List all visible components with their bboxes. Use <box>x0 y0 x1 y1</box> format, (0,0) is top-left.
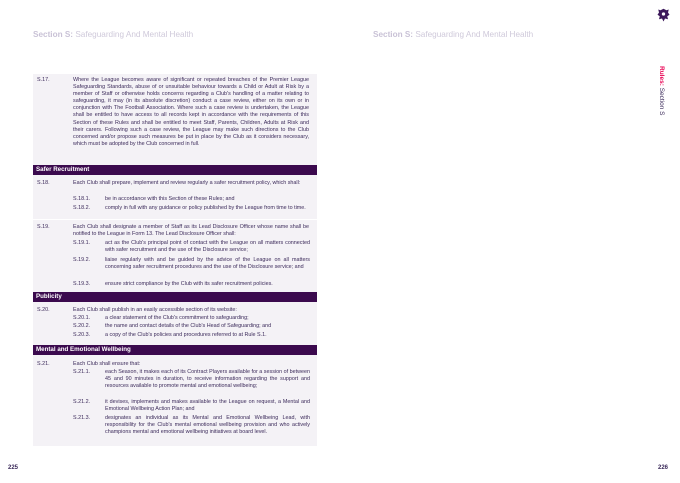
right-header-prefix: Section S: <box>373 30 414 39</box>
subrule-text: a clear statement of the Club's commitment to safeguarding; <box>105 315 249 321</box>
subrule-text: the name and contact details of the Club's Head of Safeguarding; and <box>105 323 272 329</box>
subrule-text: each Season, it makes each of its Contract Players available for a session of between 45 and 90 minutes in duration, to receive information regarding the support and resources available to promote mental and emotional wellbeing; <box>105 369 310 390</box>
subrule-number: S.20.3. <box>73 332 91 338</box>
rule-number: S.20. <box>37 307 50 313</box>
left-page-header <box>33 30 193 39</box>
left-header-prefix: Section S: <box>33 30 74 39</box>
subrule-text: act as the Club's principal point of contact with the League on all matters connected with safer recruitment and the use of the Disclosure service; <box>105 240 310 254</box>
side-tab-bold: Rules: <box>658 66 665 86</box>
rule-text: Each Club shall prepare, implement and review regularly a safer recruitment policy, which shall: <box>73 180 301 186</box>
premier-league-lion-icon <box>656 8 671 23</box>
subrule-number: S.18.1. <box>73 196 91 202</box>
subrule-number: S.20.1. <box>73 315 91 321</box>
subrule-number: S.18.2. <box>73 205 91 211</box>
page-number-left: 225 <box>8 465 19 471</box>
side-tab-rest: Section S <box>658 87 665 116</box>
rule-text: Where the League becomes aware of significant or repeated breaches of the Premier League Safeguarding Standards, abuse of or unsuitable behaviour towards a Child or Adult at Risk by a member of Staff or otherwise holds concerns regarding a Club's handling of a matter relating to safeguarding, it may (in its absolute discretion) conduct a case review, either on its own or in conjunction with The Football Association. Where such a case review is undertaken, the League shall be entitled to have access to all records kept in accordance with the requirements of this Section of these Rules and shall be entitled to meet Staff, Parents, Children, Adults at Risk and their carers. Following such a case review, the League may make such directions to the Club concerned and/or propose such measures be put in place by the Club as it considers necessary, which must be adopted by the Club concerned in full. <box>73 77 309 147</box>
page-number-right: 226 <box>658 465 669 471</box>
subrule-text: a copy of the Club's policies and procedures referred to at Rule S.1. <box>105 332 267 338</box>
subrule-number: S.19.2. <box>73 257 91 263</box>
right-page-header <box>373 30 533 39</box>
subrule-number: S.20.2. <box>73 323 91 329</box>
section-heading-publicity: Publicity <box>33 292 317 302</box>
subrule-text: be in accordance with this Section of these Rules; and <box>105 196 235 202</box>
subrule-number: S.21.1. <box>73 369 91 375</box>
rule-text: Each Club shall publish in an easily accessible section of its website: <box>73 307 237 313</box>
rule-number: S.19. <box>37 224 50 230</box>
subrule-text: liaise regularly with and be guided by the advice of the League on all matters concerning safer recruitment procedures and the use of the Disclosure service; and <box>105 257 310 271</box>
subrule-number: S.19.3. <box>73 281 91 287</box>
rules-panel <box>33 74 317 446</box>
subrule-text: ensure strict compliance by the Club with its safer recruitment policies. <box>105 281 273 287</box>
subrule-text: comply in full with any guidance or policy published by the League from time to time. <box>105 205 306 211</box>
divider <box>33 219 317 220</box>
rule-text: Each Club shall designate a member of Staff as its Lead Disclosure Officer whose name shall be notified to the League in Form 13. The Lead Disclosure Officer shall: <box>73 224 309 238</box>
rule-number: S.18. <box>37 180 50 186</box>
left-header-title: Safeguarding And Mental Health <box>75 30 194 39</box>
rule-number: S.21. <box>37 361 50 367</box>
side-section-tab[interactable] <box>655 66 669 136</box>
rule-text: Each Club shall ensure that: <box>73 361 141 367</box>
section-heading-mental-wellbeing: Mental and Emotional Wellbeing <box>33 345 317 355</box>
subrule-text: it devises, implements and makes available to the League on request, a Mental and Emotional Wellbeing Action Plan; and <box>105 399 310 413</box>
right-header-title: Safeguarding And Mental Health <box>415 30 534 39</box>
subrule-text: designates an individual as its Mental and Emotional Wellbeing Lead, with responsibility for the Club's mental emotional wellbeing provision and who actively champions mental and emotional wellbeing initiatives at board level. <box>105 415 310 436</box>
subrule-number: S.21.3. <box>73 415 91 421</box>
subrule-number: S.19.1. <box>73 240 91 246</box>
rule-number: S.17. <box>37 77 50 83</box>
section-heading-safer-recruitment: Safer Recruitment <box>33 165 317 175</box>
subrule-number: S.21.2. <box>73 399 91 405</box>
